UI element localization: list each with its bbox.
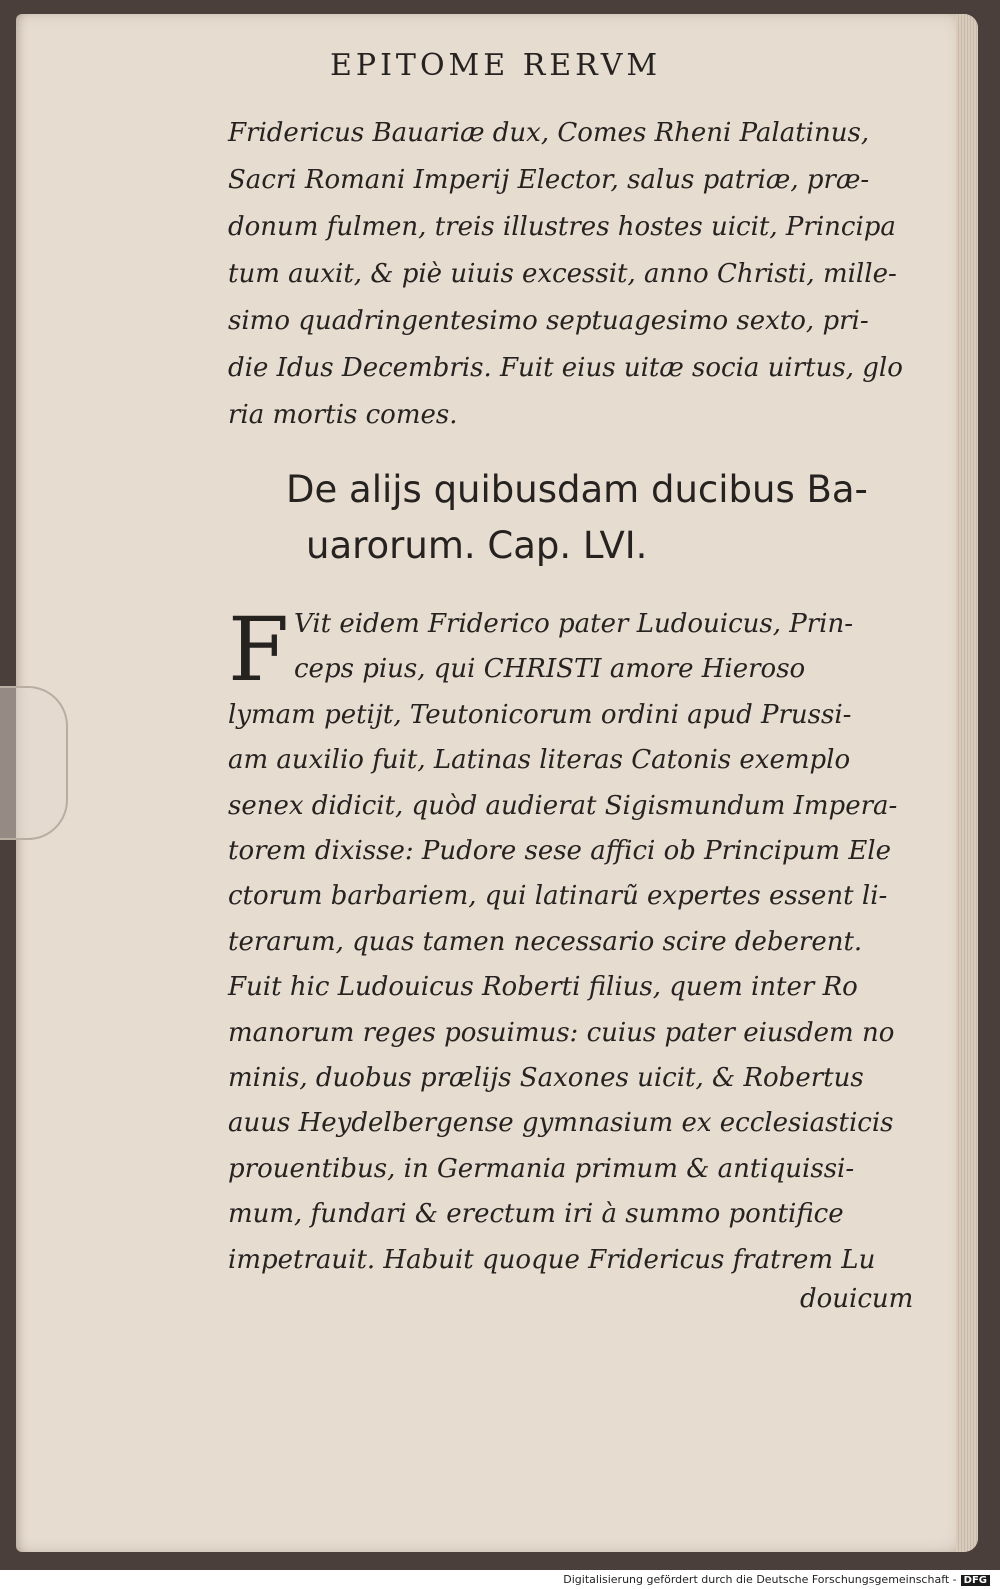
- text-line: donum fulmen, treis illustres hostes uicit, Principa: [228, 212, 896, 242]
- text-line: lymam petijt, Teutonicorum ordini apud Prussi-: [228, 699, 852, 730]
- text-line: ctorum barbariem, qui latinarũ expertes essent li-: [228, 881, 888, 912]
- text-line: Sacri Romani Imperij Elector, salus patriæ, præ-: [228, 165, 870, 195]
- text-line: minis, duobus prælijs Saxones uicit, & Robertus: [228, 1063, 864, 1094]
- text-line: Vit eidem Friderico pater Ludouicus, Prin-: [294, 609, 854, 639]
- text-line: am auxilio fuit, Latinas literas Catonis exemplo: [228, 745, 851, 776]
- paragraph-1: [228, 110, 903, 439]
- text-line: mum, fundari & erectum iri à summo pontifice: [228, 1199, 844, 1230]
- text-line: prouentibus, in Germania primum & antiquissi-: [228, 1153, 855, 1184]
- text-line: ria mortis comes.: [228, 400, 458, 430]
- heading-line: De alijs quibusdam ducibus Ba-: [286, 468, 868, 511]
- text-line: tum auxit, & piè uiuis excessit, anno Christi, mille-: [228, 259, 897, 289]
- page-edge: [956, 14, 978, 1552]
- running-head: EPITOME RERVM: [330, 48, 662, 83]
- text-line: manorum reges posuimus: cuius pater eiusdem no: [228, 1017, 895, 1048]
- paragraph-2: [228, 598, 898, 1283]
- footer-text: Digitalisierung gefördert durch die Deutsche Forschungsgemeinschaft -: [563, 1573, 957, 1586]
- text-line: simo quadringentesimo septuagesimo sexto, pri-: [228, 306, 869, 336]
- footer-credit: [563, 1573, 990, 1586]
- text-line: senex didicit, quòd audierat Sigismundum Impera-: [228, 790, 898, 821]
- text-line: ceps pius, qui CHRISTI amore Hieroso: [294, 654, 806, 685]
- text-line: torem dixisse: Pudore sese affici ob Principum Ele: [228, 836, 891, 867]
- dfg-logo: DFG: [961, 1575, 990, 1586]
- text-line: auus Heydelbergense gymnasium ex ecclesiasticis: [228, 1108, 894, 1139]
- text-line: die Idus Decembris. Fuit eius uitæ socia uirtus, glo: [228, 353, 903, 383]
- text-line: impetrauit. Habuit quoque Fridericus fratrem Lu: [228, 1244, 876, 1275]
- catchword: douicum: [800, 1284, 914, 1314]
- page-clip: [0, 686, 68, 840]
- text-line: Fridericus Bauariæ dux, Comes Rheni Palatinus,: [228, 118, 870, 148]
- chapter-heading: [286, 462, 868, 574]
- text-line: terarum, quas tamen necessario scire deberent.: [228, 926, 863, 957]
- text-line: Fuit hic Ludouicus Roberti filius, quem inter Ro: [228, 972, 858, 1003]
- initial-letter: F: [228, 598, 290, 701]
- heading-line: uarorum. Cap. LVI.: [306, 524, 648, 567]
